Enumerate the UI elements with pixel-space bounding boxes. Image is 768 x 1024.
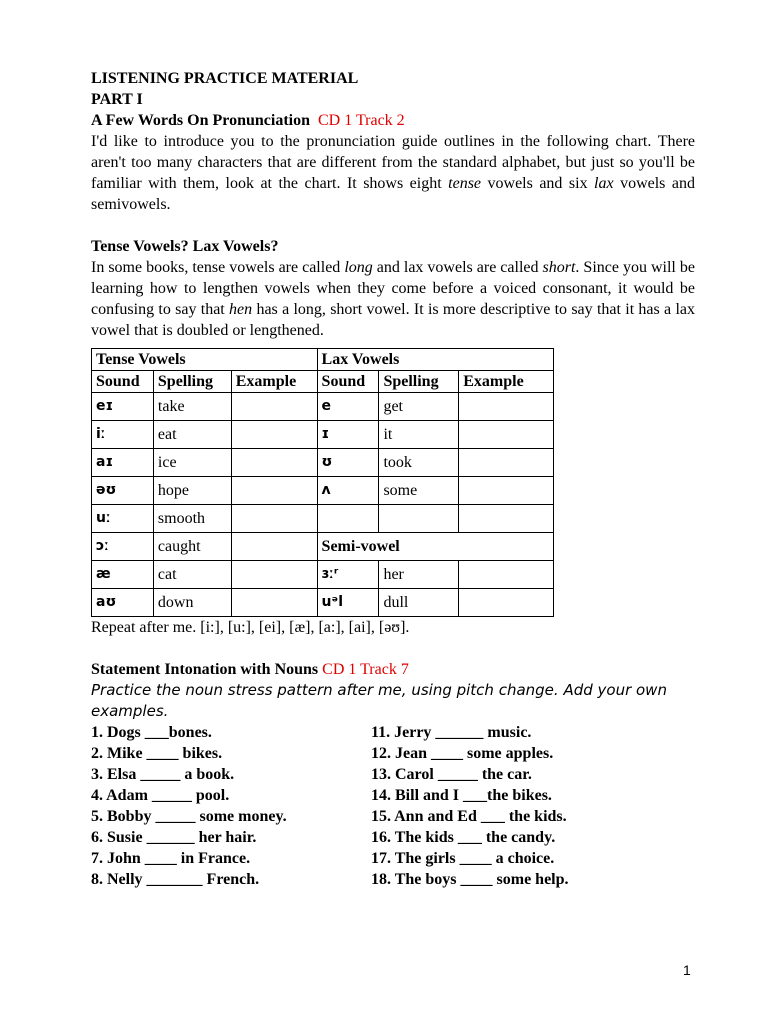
intro-italic-lax: lax: [594, 175, 614, 192]
lax-example: [459, 449, 554, 477]
exercise-item: 2. Mike ____ bikes.: [91, 745, 223, 762]
lax-spelling: get: [379, 393, 459, 421]
section3-track: CD 1 Track 7: [322, 661, 409, 678]
exercise-item: 4. Adam _____ pool.: [91, 787, 230, 804]
col-header-spelling: Spelling: [379, 371, 459, 393]
lax-spelling: her: [379, 561, 459, 589]
tense-example: [231, 393, 317, 421]
intro-paragraph: [91, 131, 695, 215]
table-row: [92, 561, 554, 589]
tense-spelling: hope: [153, 477, 231, 505]
lax-vowels-header: Lax Vowels: [317, 349, 553, 371]
exercise-left-column: [91, 722, 371, 890]
vowel-table: [91, 348, 554, 617]
lax-spelling: it: [379, 421, 459, 449]
table-row: [92, 421, 554, 449]
semi-vowel-header: Semi-vowel: [317, 533, 553, 561]
lax-sound: e: [317, 393, 379, 421]
table-row: [92, 393, 554, 421]
exercise-columns: [91, 722, 695, 890]
lax-sound: ʊ: [317, 449, 379, 477]
tense-sound: aɪ: [92, 449, 154, 477]
col-header-example: Example: [459, 371, 554, 393]
lax-sound: [317, 505, 379, 533]
tense-vowels-header: Tense Vowels: [92, 349, 318, 371]
exercise-item: 7. John ____ in France.: [91, 850, 251, 867]
lax-example: [459, 477, 554, 505]
exercise-item: 14. Bill and I ___the bikes.: [371, 787, 552, 804]
tense-spelling: down: [153, 589, 231, 617]
tense-example: [231, 477, 317, 505]
col-header-spelling: Spelling: [153, 371, 231, 393]
section3-heading: [91, 659, 695, 680]
exercise-item: 17. The girls ____ a choice.: [371, 850, 555, 867]
section1-heading: [91, 110, 695, 131]
doc-title: LISTENING PRACTICE MATERIAL: [91, 70, 359, 87]
tense-spelling: take: [153, 393, 231, 421]
section2-text-2: and lax vowels are called: [372, 259, 543, 276]
lax-spelling: [379, 505, 459, 533]
table-row: [92, 477, 554, 505]
exercise-item: 1. Dogs ___bones.: [91, 724, 212, 741]
exercise-item: 12. Jean ____ some apples.: [371, 745, 554, 762]
tense-spelling: caught: [153, 533, 231, 561]
intro-text-1: I'd like to introduce you to the pronunciation guide outlines in the following chart. There aren't too many characters that are different from the standard alphabet, but just so you'll be familiar with them, look at the chart. It shows eight: [91, 133, 695, 192]
col-header-example: Example: [231, 371, 317, 393]
exercise-item: 8. Nelly _______ French.: [91, 871, 260, 888]
section2-text-3: . Since you will be learning how to lengthen vowels when they come before a voiced consonant, it would be confusing to say that: [91, 259, 695, 318]
section2-italic-hen: hen: [229, 301, 253, 318]
tense-spelling: eat: [153, 421, 231, 449]
page-content: [91, 68, 695, 890]
lax-spelling: dull: [379, 589, 459, 617]
lax-spelling: some: [379, 477, 459, 505]
tense-example: [231, 421, 317, 449]
tense-spelling: ice: [153, 449, 231, 477]
tense-sound: iː: [92, 421, 154, 449]
lax-example: [459, 589, 554, 617]
table-row: [92, 589, 554, 617]
exercise-item: 13. Carol _____ the car.: [371, 766, 532, 783]
col-header-sound: Sound: [92, 371, 154, 393]
tense-example: [231, 533, 317, 561]
tense-example: [231, 589, 317, 617]
lax-example: [459, 505, 554, 533]
col-header-sound: Sound: [317, 371, 379, 393]
table-row: [92, 533, 554, 561]
tense-sound: æ: [92, 561, 154, 589]
section2-title: Tense Vowels? Lax Vowels?: [91, 238, 279, 255]
exercise-item: 18. The boys ____ some help.: [371, 871, 569, 888]
lax-example: [459, 393, 554, 421]
repeat-line: Repeat after me. [i:], [u:], [ei], [æ], [a:], [ai], [əʊ].: [91, 619, 410, 636]
intro-text-3: vowels and semivowels.: [91, 175, 695, 213]
lax-example: [459, 421, 554, 449]
section1-track: CD 1 Track 2: [318, 112, 405, 129]
section3-instruction: Practice the noun stress pattern after me, using pitch change. Add your own examples.: [91, 681, 667, 720]
tense-sound: əʊ: [92, 477, 154, 505]
page-number: 1: [683, 962, 691, 978]
exercise-item: 15. Ann and Ed ___ the kids.: [371, 808, 567, 825]
exercise-item: 5. Bobby _____ some money.: [91, 808, 287, 825]
section2-paragraph: [91, 257, 695, 341]
exercise-item: 16. The kids ___ the candy.: [371, 829, 556, 846]
lax-sound: ʌ: [317, 477, 379, 505]
intro-italic-tense: tense: [448, 175, 482, 192]
section3-title: Statement Intonation with Nouns: [91, 661, 319, 678]
tense-spelling: smooth: [153, 505, 231, 533]
lax-spelling: took: [379, 449, 459, 477]
table-row: [92, 449, 554, 477]
tense-example: [231, 449, 317, 477]
tense-sound: eɪ: [92, 393, 154, 421]
section2-italic-long: long: [344, 259, 373, 276]
tense-spelling: cat: [153, 561, 231, 589]
tense-sound: ɔː: [92, 533, 154, 561]
part-label: PART I: [91, 91, 143, 108]
section2-text-4: has a long, short vowel. It is more descriptive to say that it has a lax vowel that is doubled or lengthened.: [91, 301, 695, 339]
lax-example: [459, 561, 554, 589]
tense-example: [231, 561, 317, 589]
tense-sound: aʊ: [92, 589, 154, 617]
exercise-right-column: [371, 722, 671, 890]
intro-text-2: vowels and six: [481, 175, 595, 192]
exercise-item: 3. Elsa _____ a book.: [91, 766, 235, 783]
lax-sound: ɜːʳ: [317, 561, 379, 589]
section1-title: A Few Words On Pronunciation: [91, 112, 310, 129]
exercise-item: 6. Susie ______ her hair.: [91, 829, 257, 846]
section2-text-1: In some books, tense vowels are called: [91, 259, 345, 276]
lax-sound: ɪ: [317, 421, 379, 449]
tense-example: [231, 505, 317, 533]
exercise-item: 11. Jerry ______ music.: [371, 724, 532, 741]
lax-sound: uᵊl: [317, 589, 379, 617]
table-row: [92, 505, 554, 533]
tense-sound: uː: [92, 505, 154, 533]
section2-italic-short: short: [542, 259, 576, 276]
